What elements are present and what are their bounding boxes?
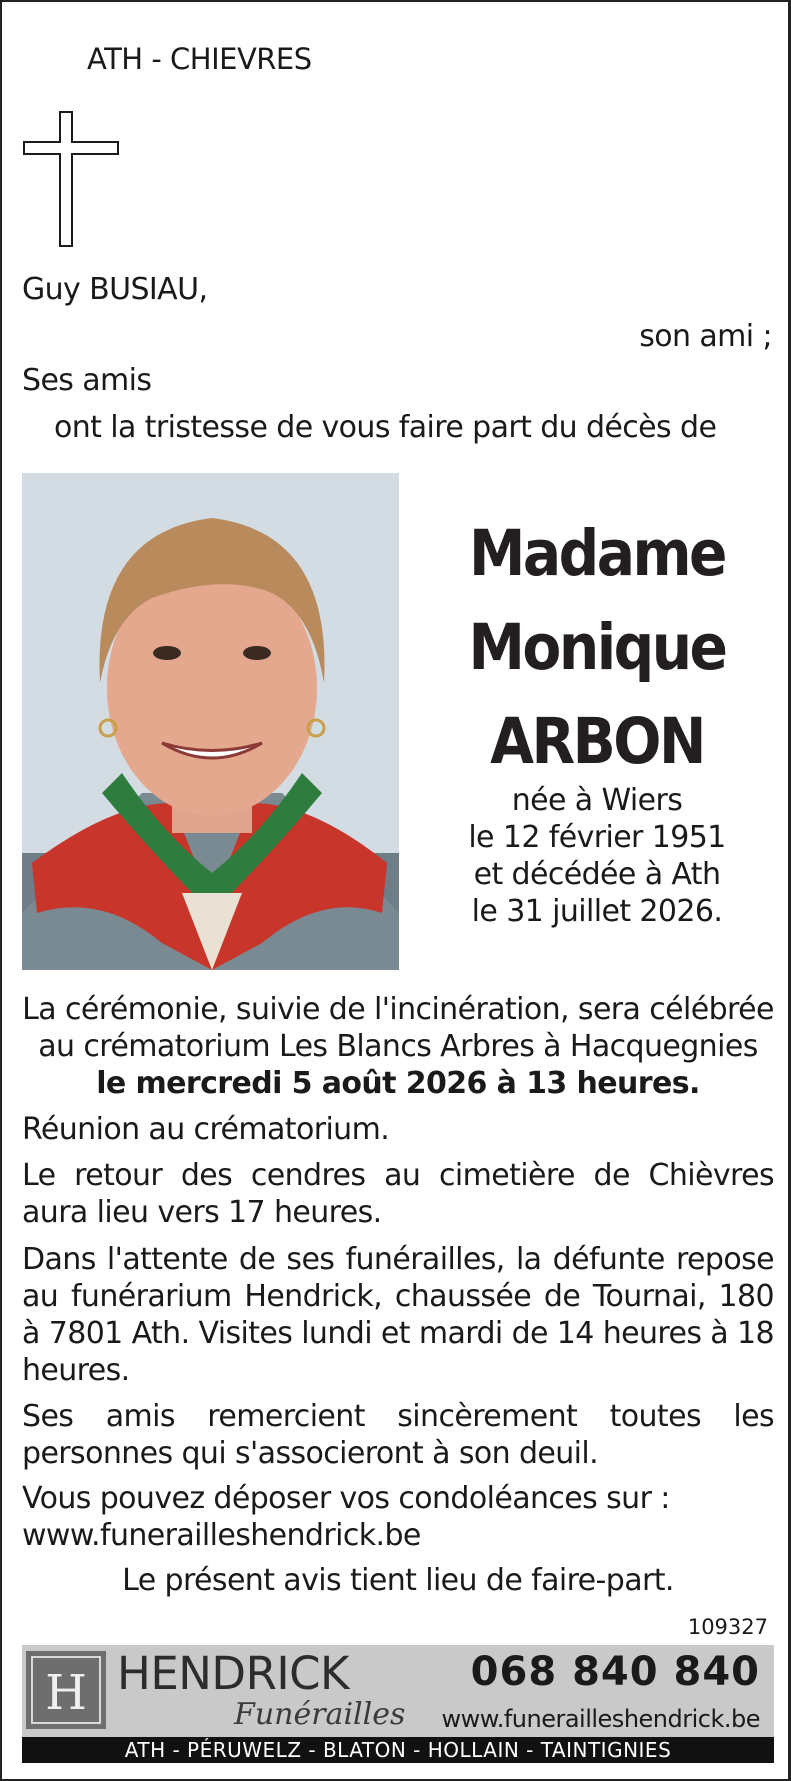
ashes-paragraph: Le retour des cendres au cimetière de Chièvres aura lieu vers 17 heures. (22, 1158, 774, 1230)
ceremony-line-1: La cérémonie, suivie de l'incinération, sera célébrée (22, 992, 774, 1027)
death-date: le 31 juillet 2026. (471, 894, 723, 929)
phone-number[interactable]: 068 840 840 (470, 1649, 760, 1695)
birth-death-info (422, 782, 772, 930)
notice-text: Le présent avis tient lieu de faire-part. (122, 1563, 674, 1598)
ceremony-info (22, 991, 774, 1102)
rest-paragraph: Dans l'attente de ses funérailles, la défunte repose au funérarium Hendrick, chaussée de Tournai, 180 à 7801 Ath. Visites lundi et mardi de 14 heures à 18 heures. (22, 1242, 774, 1388)
birth-place: née à Wiers (511, 783, 683, 818)
ceremony-line-2: au crématorium Les Blancs Arbres à Hacquegnies (38, 1029, 758, 1064)
portrait-illustration (22, 473, 399, 970)
reference-number: 109327 (687, 1615, 768, 1639)
portrait-photo (22, 473, 399, 970)
thanks-paragraph: Ses amis remercient sincèrement toutes les personnes qui s'associeront à son deuil. (22, 1399, 774, 1471)
logo-mark (26, 1651, 106, 1729)
deceased-first-name: Monique (468, 611, 726, 684)
friend-role: son ami ; (639, 319, 772, 354)
deceased-name (422, 507, 772, 789)
brand-tagline: Funérailles (234, 1697, 406, 1732)
friend-name: Guy BUSIAU, (22, 272, 208, 307)
brand-name: HENDRICK (117, 1647, 350, 1700)
deceased-last-name: ARBON (490, 705, 704, 778)
hendrick-logo-icon (26, 1651, 106, 1729)
reunion-paragraph: Réunion au crématorium. (22, 1112, 390, 1147)
birth-date: le 12 février 1951 (468, 820, 726, 855)
cross-icon (22, 110, 120, 248)
announcement-text: ont la tristesse de vous faire part du décès de (54, 410, 717, 445)
website-link[interactable]: www.funerailleshendrick.be (441, 1705, 760, 1733)
condolences-link[interactable]: www.funerailleshendrick.be (22, 1518, 421, 1553)
friends-label: Ses amis (22, 363, 152, 398)
deceased-title: Madame (469, 517, 725, 590)
funeral-home-banner (22, 1645, 774, 1763)
town-list: ATH - PÉRUWELZ - BLATON - HOLLAIN - TAINTIGNIES (22, 1737, 774, 1763)
condolences-paragraph (22, 1480, 774, 1554)
condolences-text: Vous pouvez déposer vos condoléances sur : (22, 1481, 670, 1516)
logo-letter: H (45, 1665, 87, 1721)
death-place: et décédée à Ath (473, 857, 721, 892)
location-header: ATH - CHIEVRES (87, 42, 312, 76)
ceremony-date: le mercredi 5 août 2026 à 13 heures. (96, 1066, 700, 1101)
